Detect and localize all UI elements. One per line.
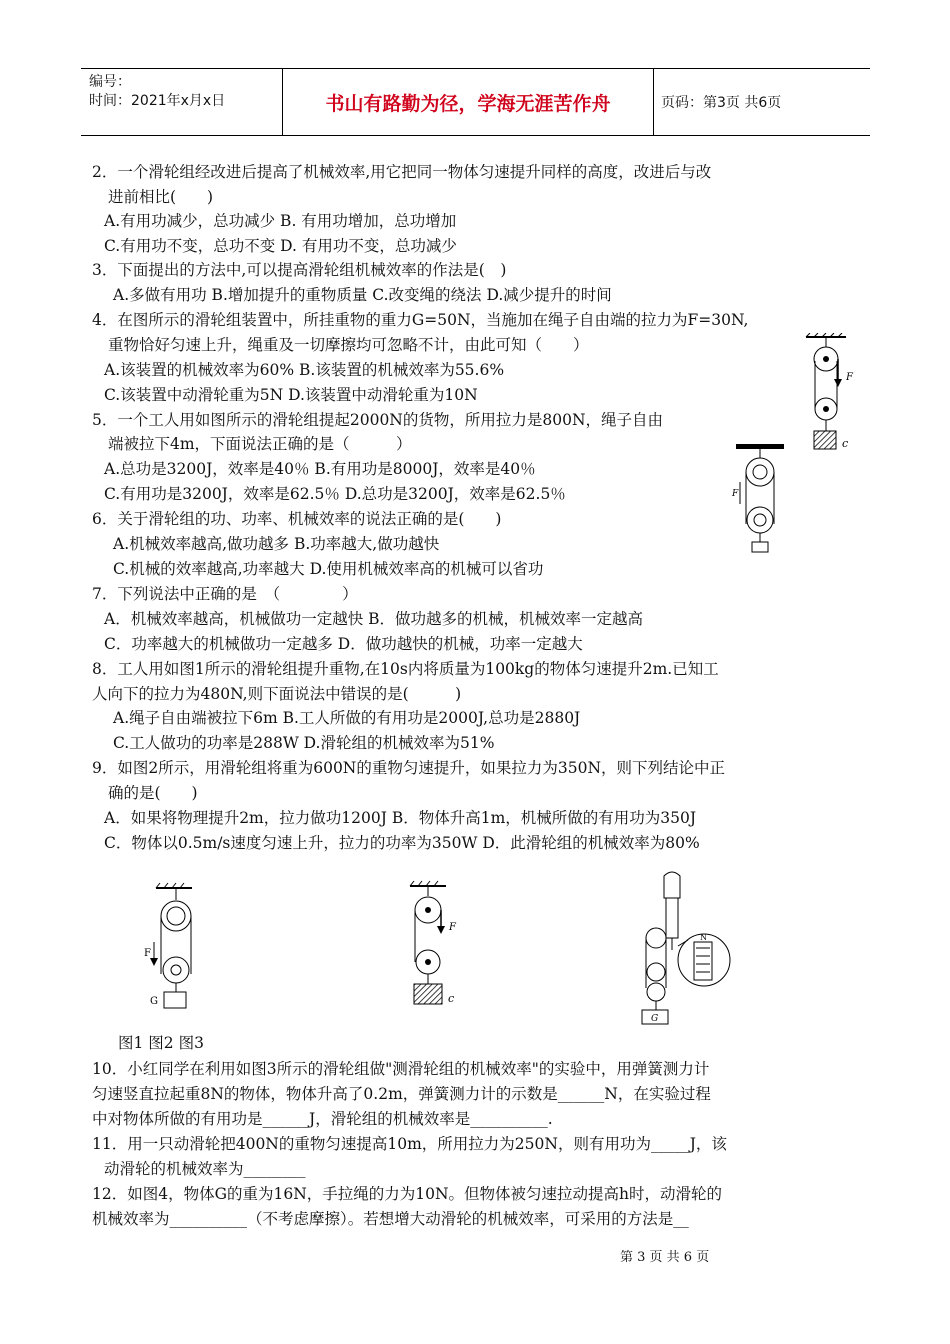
text-line: 9．如图2所示，用滑轮组将重为600N的重物匀速提升，如果拉力为350N，则下列结论中正 xyxy=(92,759,726,777)
gravity-label: G xyxy=(651,1014,659,1024)
text-line: C.机械的效率越高,功率越大 D.使用机械效率高的机械可以省功 xyxy=(113,560,544,578)
text-line: 端被拉下4m，下面说法正确的是（ ） xyxy=(108,435,412,453)
text-line: 2．一个滑轮组经改进后提高了机械效率,用它把同一物体匀速提升同样的高度，改进后与改 xyxy=(92,163,712,181)
text-line: A.机械效率越高,做功越多 B.功率越大,做功越快 xyxy=(113,535,440,553)
text-line: 12．如图4，物体G的重为16N，手拉绳的力为10N。但物体被匀速拉动提高h时，动滑轮的 xyxy=(92,1185,723,1203)
text-line: 确的是( ) xyxy=(108,784,198,802)
text-line: A.有用功减少，总功减少 B. 有用功增加，总功增加 xyxy=(104,212,457,230)
text-line: C.有用功是3200J，效率是62.5％ D.总功是3200J，效率是62.5％ xyxy=(104,485,566,503)
text-line: 11．用一只动滑轮把400N的重物匀速提高10m，所用拉力为250N，则有用功为_____J，该 xyxy=(92,1135,727,1153)
text-line: A．如果将物理提升2m，拉力做功1200J B．物体升高1m，机械所做的有用功为350J xyxy=(104,809,697,827)
text-line: 4．在图所示的滑轮组装置中，所挂重物的重力G=50N，当施加在绳子自由端的拉力为F=30N, xyxy=(92,311,749,329)
weight-label: c xyxy=(448,992,455,1005)
text-line: 10．小红同学在利用如图3所示的滑轮组做"测滑轮组的机械效率"的实验中，用弹簧测力计 xyxy=(92,1060,710,1078)
text-line: A.总功是3200J，效率是40％ B.有用功是8000J，效率是40％ xyxy=(104,460,536,478)
number-label: 编号： xyxy=(89,74,131,90)
scale-unit-label: N xyxy=(700,933,707,942)
gravity-label: G xyxy=(150,996,158,1007)
text-line: C.工人做功的功率是288W D.滑轮组的机械效率为51% xyxy=(113,734,495,752)
pulley-figure-q4 xyxy=(798,333,860,458)
text-line: 3．下面提出的方法中,可以提高滑轮组机械效率的作法是( ) xyxy=(92,261,507,279)
text-line: 人向下的拉力为480N,则下面说法中错误的是( ) xyxy=(92,685,462,703)
text-line: 机械效率为__________（不考虑摩擦）。若想增大动滑轮的机械效率，可采用的方法是__ xyxy=(92,1210,689,1228)
figure-3 xyxy=(620,868,732,1028)
page-label: 页码：第3页 共6页 xyxy=(661,95,782,111)
text-line: 动滑轮的机械效率为________ xyxy=(104,1160,306,1178)
figure-2 xyxy=(400,880,465,1015)
header-left-cell xyxy=(81,69,283,135)
text-line: C．功率越大的机械做功一定越多 D．做功越快的机械，功率一定越大 xyxy=(104,635,583,653)
pulley-figure-q5 xyxy=(728,444,790,556)
text-line: C．物体以0.5m/s速度匀速上升，拉力的功率为350W D．此滑轮组的机械效率为80% xyxy=(104,834,700,852)
text-line: 7．下列说法中正确的是 （ ） xyxy=(92,585,358,603)
text-line: 匀速竖直拉起重8N的物体，物体升高了0.2m，弹簧测力计的示数是______N，在实验过程 xyxy=(92,1085,711,1103)
text-line: 8．工人用如图1所示的滑轮组提升重物,在10s内将质量为100kg的物体匀速提升2m.已知工 xyxy=(92,660,719,678)
text-line: 进前相比( ) xyxy=(108,188,214,206)
text-line: A．机械效率越高，机械做功一定越快 B．做功越多的机械，机械效率一定越高 xyxy=(104,610,644,628)
text-line: A.多做有用功 B.增加提升的重物质量 C.改变绳的绕法 D.减少提升的时间 xyxy=(113,286,612,304)
text-line: A.该装置的机械效率为60% B.该装置的机械效率为55.6% xyxy=(104,361,505,379)
figure-1 xyxy=(140,882,210,1017)
text-line: 6．关于滑轮组的功、功率、机械效率的说法正确的是( ) xyxy=(92,510,502,528)
weight-label: c xyxy=(842,437,849,450)
force-label: F xyxy=(846,372,853,383)
figure-caption-row: 图1 图2 图3 xyxy=(118,1034,204,1052)
force-label: F xyxy=(144,948,151,959)
text-line: C.有用功不变，总功不变 D. 有用功不变，总功减少 xyxy=(104,237,457,255)
text-line: 5．一个工人用如图所示的滑轮组提起2000N的货物，所用拉力是800N，绳子自由 xyxy=(92,411,664,429)
motto: 书山有路勤为径，学海无涯苦作舟 xyxy=(283,69,654,135)
text-line: A.绳子自由端被拉下6m B.工人所做的有用功是2000J,总功是2880J xyxy=(113,709,581,727)
text-line: 重物恰好匀速上升，绳重及一切摩擦均可忽略不计，由此可知（ ） xyxy=(108,336,589,354)
header-table xyxy=(81,68,870,136)
force-label: F xyxy=(449,922,456,933)
page-footer: 第 3 页 共 6 页 xyxy=(620,1250,710,1265)
text-line: C.该装置中动滑轮重为5N D.该装置中动滑轮重为10N xyxy=(104,386,478,404)
text-line: 中对物体所做的有用功是______J，滑轮组的机械效率是__________. xyxy=(92,1110,553,1128)
force-label: F xyxy=(732,489,739,499)
date-label: 时间：2021年x月x日 xyxy=(89,93,226,109)
